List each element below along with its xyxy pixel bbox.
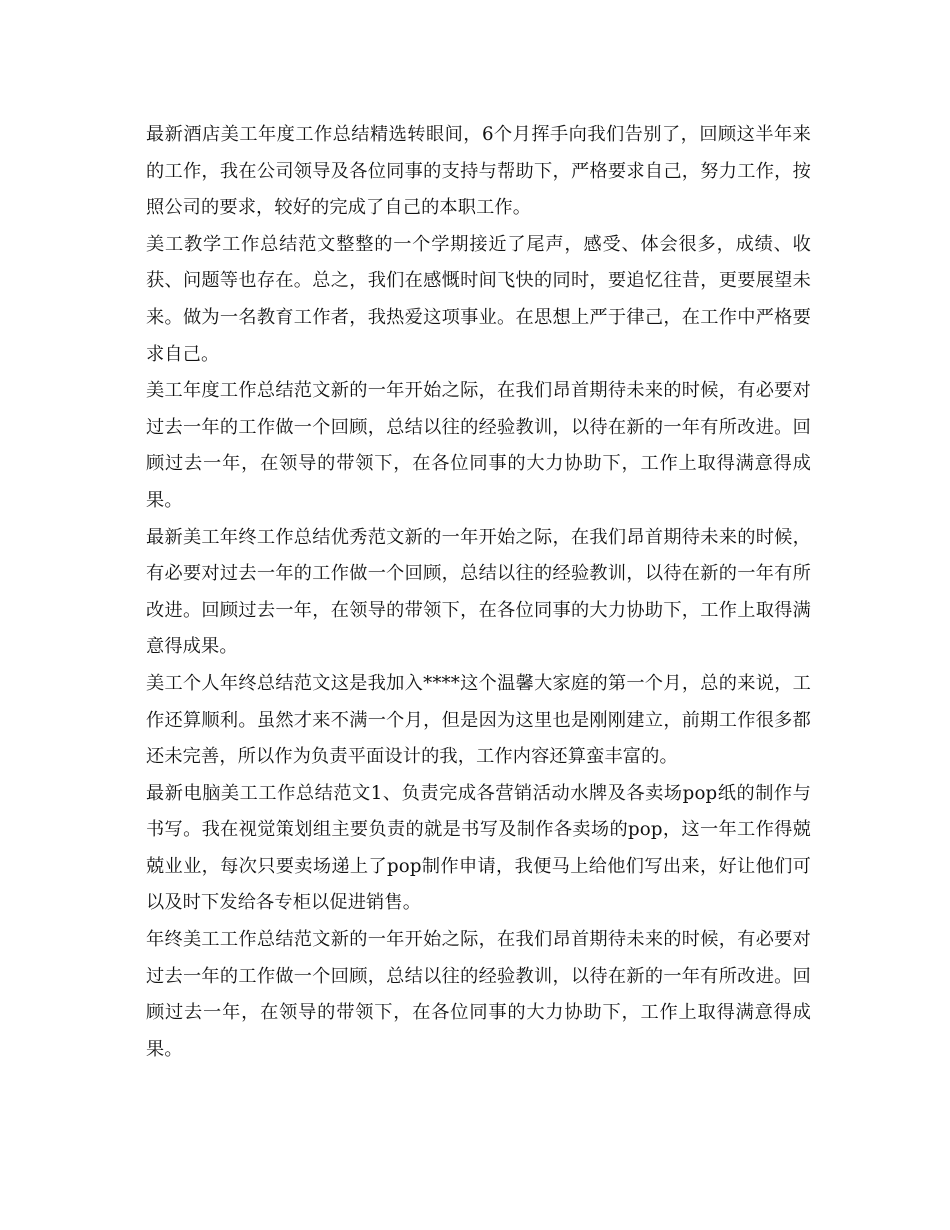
- paragraph-personal-summary: 美工个人年终总结范文这是我加入****这个温馨大家庭的第一个月，总的来说，工作还算顺利。虽然才来不满一个月，但是因为这里也是刚刚建立，前期工作很多都还未完善，所以作为负责平面设计的我，工作内容还算蛮丰富的。: [146, 672, 811, 768]
- paragraph-computer-art-summary: 最新电脑美工工作总结范文1、负责完成各营销活动水牌及各卖场pop纸的制作与书写。我在视觉策划组主要负责的就是书写及制作各卖场的pop，这一年工作得兢兢业业，每次只要卖场递上了pop制作申请，我便马上给他们写出来，好让他们可以及时下发给各专柜以促进销售。: [146, 782, 811, 914]
- paragraph-year-end-summary: 年终美工工作总结范文新的一年开始之际，在我们昂首期待未来的时候，有必要对过去一年的工作做一个回顾，总结以往的经验教训，以待在新的一年有所改进。回顾过去一年，在领导的带领下，在各位同事的大力协助下，工作上取得满意得成果。: [146, 929, 811, 1060]
- paragraph-hotel-summary: 最新酒店美工年度工作总结精选转眼间，6个月挥手向我们告别了，回顾这半年来的工作，我在公司领导及各位同事的支持与帮助下，严格要求自己，努力工作，按照公司的要求，较好的完成了自己的本职工作。: [146, 124, 811, 219]
- paragraph-teaching-summary: 美工教学工作总结范文整整的一个学期接近了尾声，感受、体会很多，成绩、收获、问题等也存在。总之，我们在感慨时间飞快的同时，要追忆往昔，更要展望未来。做为一名教育工作者，我热爱这项事业。在思想上严于律己，在工作中严格要求自己。: [146, 233, 811, 365]
- paragraph-annual-summary: 美工年度工作总结范文新的一年开始之际，在我们昂首期待未来的时候，有必要对过去一年的工作做一个回顾，总结以往的经验教训，以待在新的一年有所改进。回顾过去一年，在领导的带领下，在各位同事的大力协助下，工作上取得满意得成果。: [146, 380, 811, 511]
- document-body: [146, 117, 811, 1068]
- paragraph-year-end-excellent: 最新美工年终工作总结优秀范文新的一年开始之际，在我们昂首期待未来的时候，有必要对过去一年的工作做一个回顾，总结以往的经验教训，以待在新的一年有所改进。回顾过去一年，在领导的带领下，在各位同事的大力协助下，工作上取得满意得成果。: [146, 526, 811, 658]
